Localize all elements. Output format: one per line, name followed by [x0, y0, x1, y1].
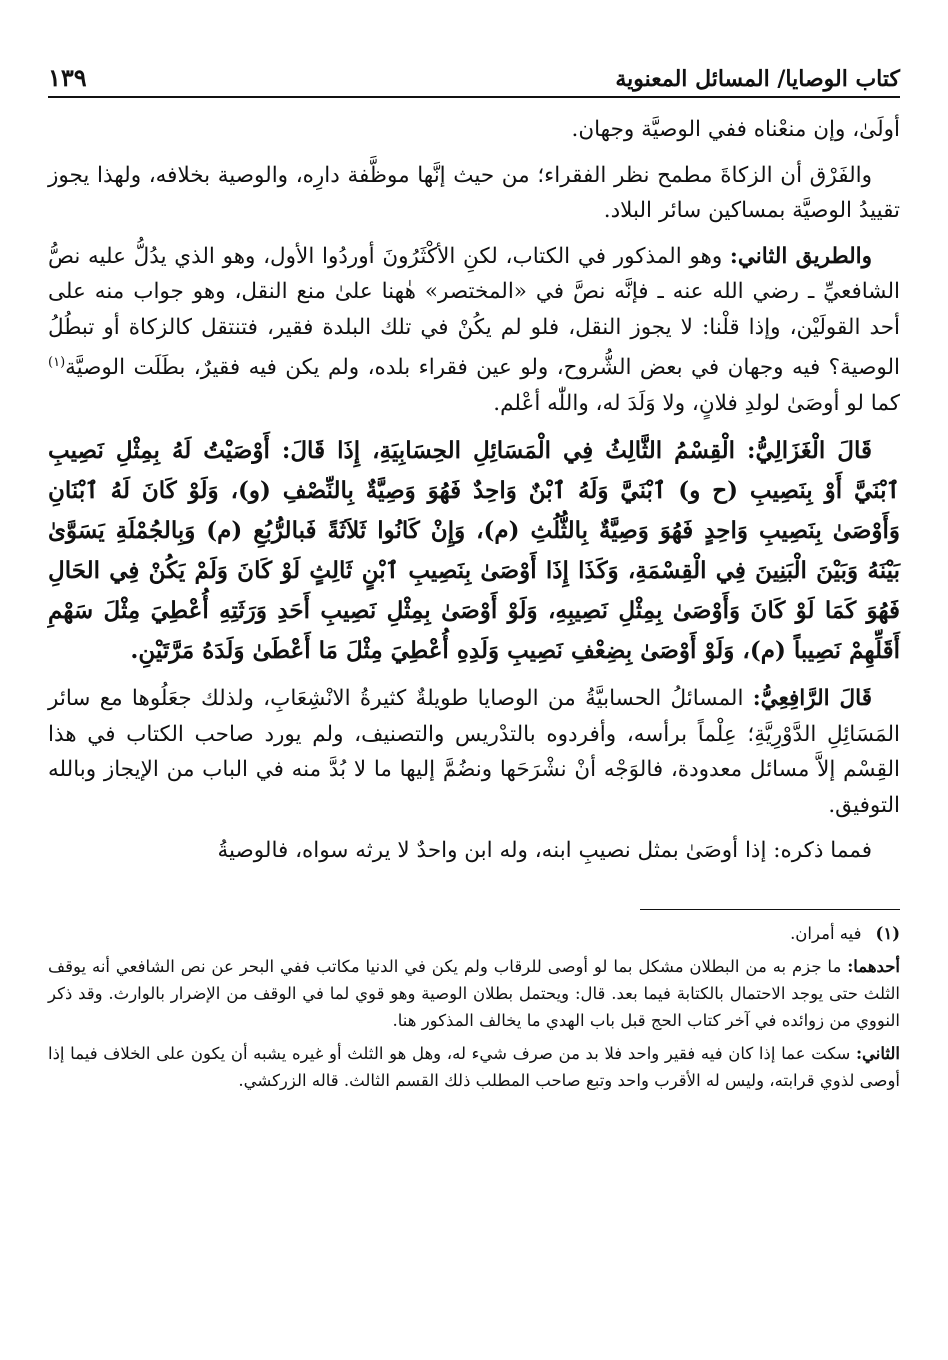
- paragraph-1: [48, 112, 900, 148]
- footnote-2: [48, 953, 900, 1034]
- paragraph-3-lead: والطريق الثاني:: [729, 243, 872, 269]
- footnotes: [48, 920, 900, 1094]
- paragraph-3: [48, 239, 900, 422]
- main-text: [48, 112, 900, 869]
- footnote-1: [48, 920, 900, 947]
- footnote-2-lead: أحدهما:: [847, 956, 900, 976]
- footnote-2-text: ما جزم به من البطلان مشكل بما لو أوصى للرقاب ولم يكن في الدنيا مكاتب ففي البحر عن نص الشافعي أنه يوقف الثلث حتى يوجد الاحتمال بالكتابة فيما بعد. قال: ويحتمل بطلان الوصية وهو قوي لما في الوقف من الإضرار بالوارث. وقد ذكر النووي من زوائده في آخر كتاب الحج قبل باب الهدي ما يخالف المذكور هنا.: [48, 956, 900, 1030]
- paragraph-3-text-b: كما لو أوصَىٰ لولدِ فلانٍ، ولا وَلَدَ له، واللّٰه أعْلم.: [493, 390, 900, 416]
- footnote-3-lead: الثاني:: [855, 1043, 900, 1063]
- footnote-reference: (١): [48, 355, 66, 370]
- footnote-divider: [640, 909, 900, 910]
- paragraph-3-text-a: وهو المذكور في الكتاب، لكنِ الأكْثَرُونَ أوردُوا الأول، وهو الذي يدُلُّ عليه نصُّ الشافعيِّ ـ رضي الله عنه ـ فإنَّه نصَّ في «المختصر» هٰهنا علىٰ منع النقل، وهو جواب منه على أحد القولَيْن، وإذا قلْنا: لا يجوز النقل، فلو لم يكُنْ في تلك البلدة فقير، فتنتقل كالزكاة أو تبطُلُ الوصية؟ فيه وجهان في بعض الشُّروح، ولو عين فقراء بلده، ولم يكن فيه فقيرٌ، بطَلَت الوصيَّة: [48, 243, 900, 381]
- paragraph-6: [48, 833, 900, 869]
- paragraph-1-text: أولَىٰ، وإن منعْناه ففي الوصيَّة وجهان.: [571, 117, 900, 142]
- paragraph-6-text: إذا أوصَىٰ بمثل نصيبِ ابنه، وله ابن واحدٌ لا يرثه سواه، فالوصيةُ: [217, 838, 774, 864]
- matn-text: الْقِسْمُ الثَّالِثُ فِي الْمَسَائِلِ الحِسَابِيَةِ، إِذَا قَالَ: أَوْصَيْتُ لَهُ بِمِثْلِ نَصِيبِ ٱبْنَيَّ أَوْ بِنَصِيبِ (ح و) ٱبْنَيَّ وَلَهُ ٱبْنٌ وَاحِدٌ فَهُوَ وَصِيَّةٌ بِالنِّصْفِ (و)، وَلَوْ كَانَ لَهُ ٱبْنَانِ وَأَوْصَىٰ بِنَصِيبِ وَاحِدٍ فَهُوَ وَصِيَّةٌ بِالثُّلُثِ (م)، وَإِنْ كَانُوا ثَلاَثَةً فَبالرُّبُعِ (م) وَبِالجُمْلَةِ يَسَوَّىٰ بَيْنَهُ وَبَيْنَ الْبَنِينَ فِي الْقِسْمَةِ، وَكَذَا إِذَا أَوْصَىٰ بِنَصِيبِ ٱبْنٍ ثَالِثٍ لَوْ كَانَ وَلَمْ يَكُنْ فِي الحَالِ فَهُوَ كَمَا لَوْ كَانَ وَأَوْصَىٰ بِمِثْلِ نَصِيبِهِ، وَلَوْ أَوْصَىٰ بِمِثْلِ نَصِيبِ أَحَدِ وَرَثَتِهِ أُعْطِيَ مِثْلَ سَهْمِ أَقَلِّهِمْ نَصِيباً (م)، وَلَوْ أَوْصَىٰ بِضِعْفِ نَصِيبِ وَلَدِهِ أُعْطِيَ مِثْلَ مَا أَعْطَىٰ وَلَدَهُ مَرَّتَيْنِ.: [48, 437, 900, 665]
- paragraph-5: [48, 681, 900, 823]
- running-title: كتاب الوصايا/ المسائل المعنوية: [615, 66, 900, 92]
- matn-paragraph: [48, 431, 900, 671]
- paragraph-2: [48, 158, 900, 229]
- footnote-3: [48, 1040, 900, 1094]
- paragraph-2-text: والفَرْق أن الزكاةَ مطمح نظر الفقراء؛ من حيث إنَّها موظَّفة دارِه، والوصية بخلافه، ولهذا يجوز تقييدُ الوصيَّة بمساكين سائر البلاد.: [48, 162, 900, 223]
- footnote-3-text: سكت عما إذا كان فيه فقير واحد فلا بد من صرف شيء له، وهل هو الثلث أو غيره يشبه أن يكون على الخلاف فيما إذا أوصى لذوي قرابته، وليس له الأقرب واحد وتبع صاحب المطلب ذلك القسم الثالث. قاله الزركشي.: [48, 1043, 900, 1090]
- page-header: [48, 0, 900, 98]
- matn-lead: قَالَ الْغَزَالِيُّ:: [747, 437, 872, 465]
- paragraph-6-lead: فمما ذكره:: [773, 838, 872, 864]
- paragraph-5-text: المسائلُ الحسابيَّةُ من الوصايا طويلةٌ كثيرةُ الانْشِعَابِ، ولذلك جعَلُوها مع سائر المَسَائِلِ الدَّوْرِيَّةِ؛ عِلْماً برأسه، وأفردوه بالتدْريس والتصنيف، ولم يورد صاحب الكتاب في هذا القِسْم إلاَّ مسائل معدودة، فالوَجْه أنْ نشْرَحَها ونضُمَّ إليها ما لا بُدَّ منه في الباب من الإيجاز وبالله التوفيق.: [48, 686, 900, 818]
- footnote-1-text: فيه أمران.: [790, 923, 862, 943]
- footnote-1-marker: (١): [875, 923, 900, 943]
- paragraph-5-lead: قَالَ الرَّافِعِيُّ:: [752, 686, 872, 712]
- page-number: ١٣٩: [48, 63, 87, 92]
